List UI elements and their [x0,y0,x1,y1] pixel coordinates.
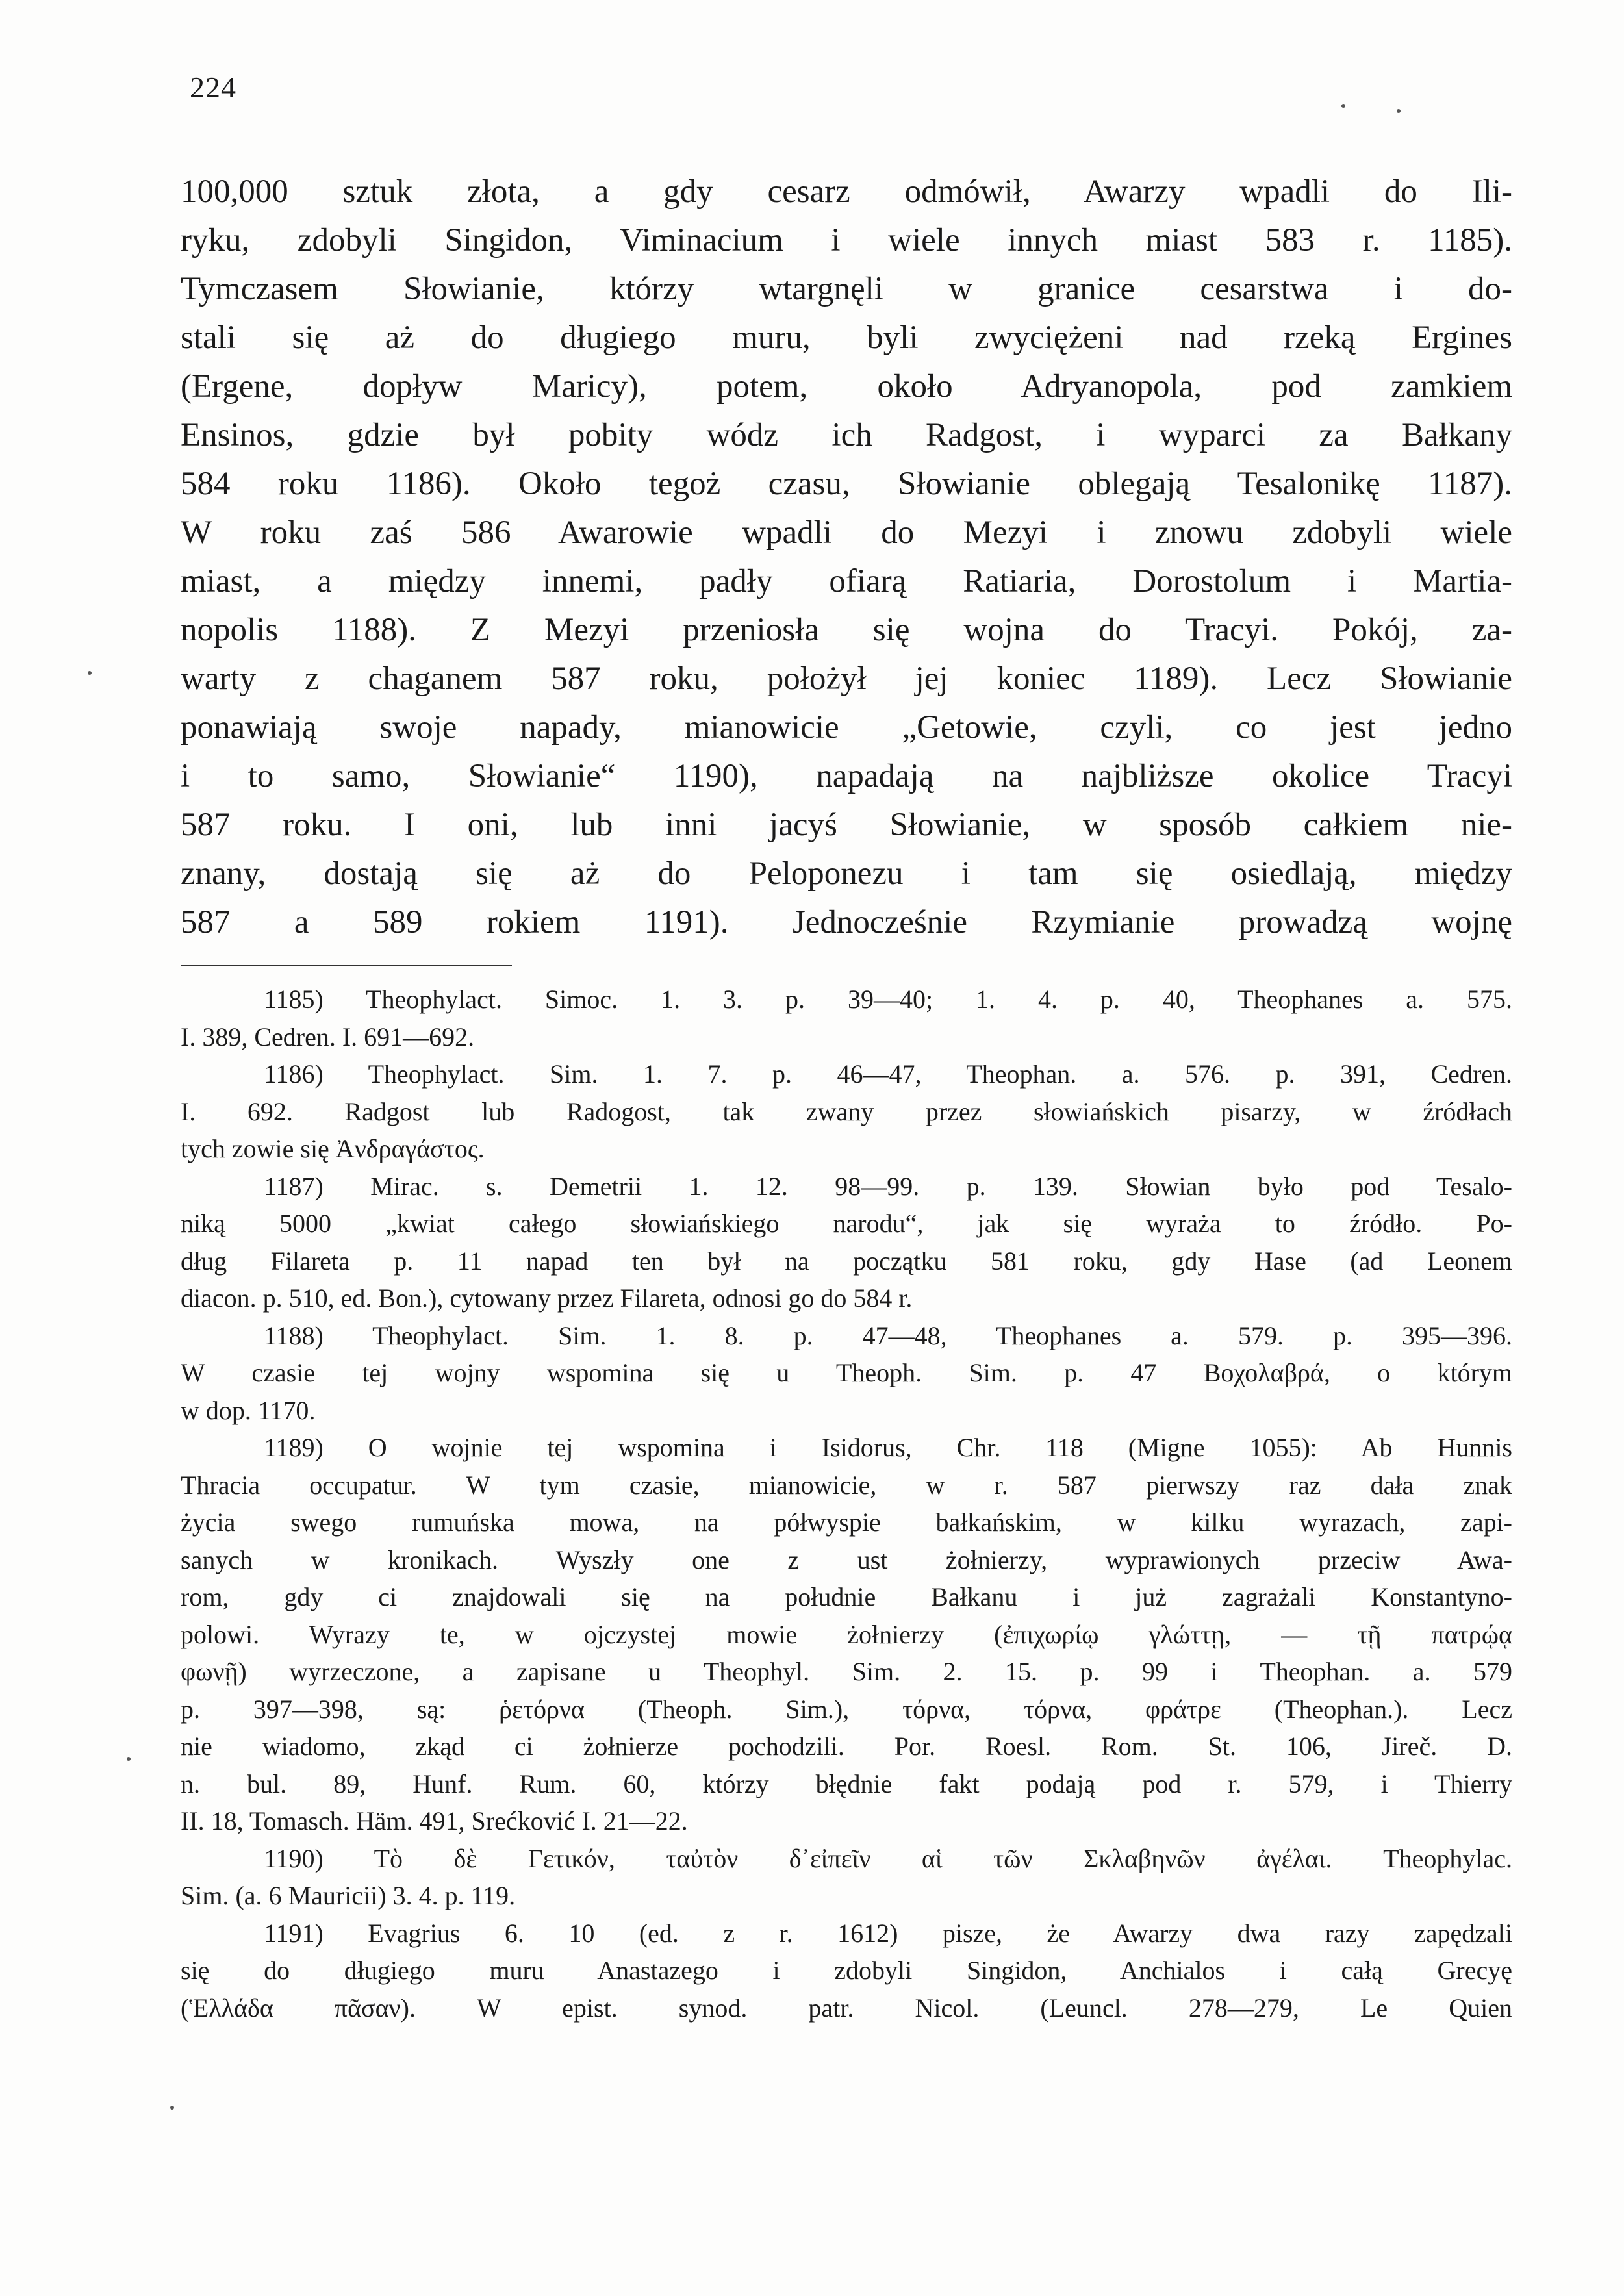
footnote-line: p. 397—398, są: ῥετόρνα (Theoph. Sim.), τόρνα, τόρνα, φράτρε (Theophan.). Lecz [181,1694,1512,1724]
text-line: i to samo, Słowianie“ 1190), napadają na najbliższe okolice Tracyi [181,758,1512,794]
text-line: 587 roku. I oni, lub inni jacyś Słowianie, w sposób całkiem nie- [181,807,1512,843]
text-line: warty z chaganem 587 roku, położył jej koniec 1189). Lecz Słowianie [181,661,1512,697]
footnote-line: 1185) Theophylact. Simoc. 1. 3. p. 39—40; 1. 4. p. 40, Theophanes a. 575. [264,985,1512,1014]
footnote-line: φωνῇ) wyrzeczone, a zapisane u Theophyl. Sim. 2. 15. p. 99 i Theophan. a. 579 [181,1657,1512,1686]
text-line: ponawiają swoje napady, mianowicie „Getowie, czyli, co jest jedno [181,709,1512,746]
footnote-line: W czasie tej wojny wspomina się u Theoph. Sim. p. 47 Βοχολαβρά, o którym [181,1358,1512,1387]
text-line: stali się aż do długiego muru, byli zwyciężeni nad rzeką Ergines [181,320,1512,356]
footnote-line: polowi. Wyrazy te, w ojczystej mowie żołnierzy (ἐπιχωρίῳ γλώττῃ, — τῇ πατρῴᾳ [181,1619,1512,1649]
text-line: 100,000 sztuk złota, a gdy cesarz odmówił, Awarzy wpadli do Ili- [181,173,1512,210]
footnote-separator [181,965,512,966]
footnote-line: I. 692. Radgost lub Radogost, tak zwany przez słowiańskich pisarzy, w źródłach [181,1096,1512,1126]
scan-speck [88,671,92,675]
footnote-line: sanych w kronikach. Wyszły one z ust żołnierzy, wyprawionych przeciw Awa- [181,1545,1512,1574]
footnotes-block [181,981,1512,2026]
footnote-line: rom, gdy ci znajdowali się na południe Bałkanu i już zagrażali Konstantyno- [181,1582,1512,1611]
footnote-line: 1189) O wojnie tej wspomina i Isidorus, Chr. 118 (Migne 1055): Ab Hunnis [264,1433,1512,1462]
footnote-line: życia swego rumuńska mowa, na półwyspie bałkańskim, w kilku wyrazach, zapi- [181,1508,1512,1537]
scan-speck [127,1757,131,1761]
main-text-block [181,168,1512,947]
footnote-line: 1186) Theophylact. Sim. 1. 7. p. 46—47, Theophan. a. 576. p. 391, Cedren. [264,1059,1512,1089]
text-line: znany, dostają się aż do Peloponezu i tam się osiedlają, między [181,855,1512,892]
text-line: ryku, zdobyli Singidon, Viminacium i wiele innych miast 583 r. 1185). [181,222,1512,259]
text-line: miast, a między innemi, padły ofiarą Ratiaria, Dorostolum i Martia- [181,563,1512,599]
page-number: 224 [190,71,236,104]
scan-speck [170,2106,174,2110]
text-line: Tymczasem Słowianie, którzy wtargnęli w granice cesarstwa i do- [181,271,1512,307]
text-line: Ensinos, gdzie był pobity wódz ich Radgost, i wyparci za Bałkany [181,417,1512,453]
text-line: (Ergene, dopływ Maricy), potem, około Adryanopola, pod zamkiem [181,368,1512,405]
text-line: 584 roku 1186). Około tegoż czasu, Słowianie oblegają Tesalonikę 1187). [181,466,1512,502]
footnote-line: nie wiadomo, zkąd ci żołnierze pochodzili. Por. Roesl. Rom. St. 106, Jireč. D. [181,1732,1512,1761]
footnote-line: tych zowie się Ἀνδραγάστος. [181,1134,485,1163]
footnote-line: Thracia occupatur. W tym czasie, mianowicie, w r. 587 pierwszy raz dała znak [181,1470,1512,1500]
text-line: W roku zaś 586 Awarowie wpadli do Mezyi i znowu zdobyli wiele [181,514,1512,551]
footnote-line: się do długiego muru Anastazego i zdobyli Singidon, Anchialos i całą Grecyę [181,1956,1512,1985]
footnote-line: dług Filareta p. 11 napad ten był na początku 581 roku, gdy Hase (ad Leonem [181,1246,1512,1276]
footnote-line: 1188) Theophylact. Sim. 1. 8. p. 47—48, Theophanes a. 579. p. 395—396. [264,1320,1512,1350]
footnote-line: Sim. (a. 6 Mauricii) 3. 4. p. 119. [181,1881,516,1910]
footnote-line: I. 389, Cedren. I. 691—692. [181,1022,475,1052]
text-line: 587 a 589 rokiem 1191). Jednocześnie Rzymianie prowadzą wojnę [181,904,1512,940]
footnote-line: n. bul. 89, Hunf. Rum. 60, którzy błędnie fakt podają pod r. 579, i Thierry [181,1769,1512,1798]
footnote-line: diacon. p. 510, ed. Bon.), cytowany przez Filareta, odnosi go do 584 r. [181,1283,913,1313]
footnote-line: w dop. 1170. [181,1395,316,1425]
footnote-line: 1190) Τὸ δὲ Γετικόν, ταὐτὸν δ᾽εἰπεῖν αἱ τῶν Σκλαβηνῶν ἀγέλαι. Theophylac. [264,1843,1512,1873]
footnote-line: (Ἑλλάδα πᾶσαν). W epist. synod. patr. Nicol. (Leuncl. 278—279, Le Quien [181,1993,1512,2023]
footnote-line: 1191) Evagrius 6. 10 (ed. z r. 1612) pisze, że Awarzy dwa razy zapędzali [264,1918,1512,1948]
footnote-line: II. 18, Tomasch. Häm. 491, Srećković I. 21—22. [181,1806,688,1836]
footnote-line: niką 5000 „kwiat całego słowiańskiego narodu“, jak się wyraża to źródło. Po- [181,1209,1512,1238]
footnote-line: 1187) Mirac. s. Demetrii 1. 12. 98—99. p. 139. Słowian było pod Tesalo- [264,1171,1512,1201]
scan-speck [1341,104,1345,108]
text-line: nopolis 1188). Z Mezyi przeniosła się wojna do Tracyi. Pokój, za- [181,612,1512,648]
scan-speck [1397,109,1401,113]
